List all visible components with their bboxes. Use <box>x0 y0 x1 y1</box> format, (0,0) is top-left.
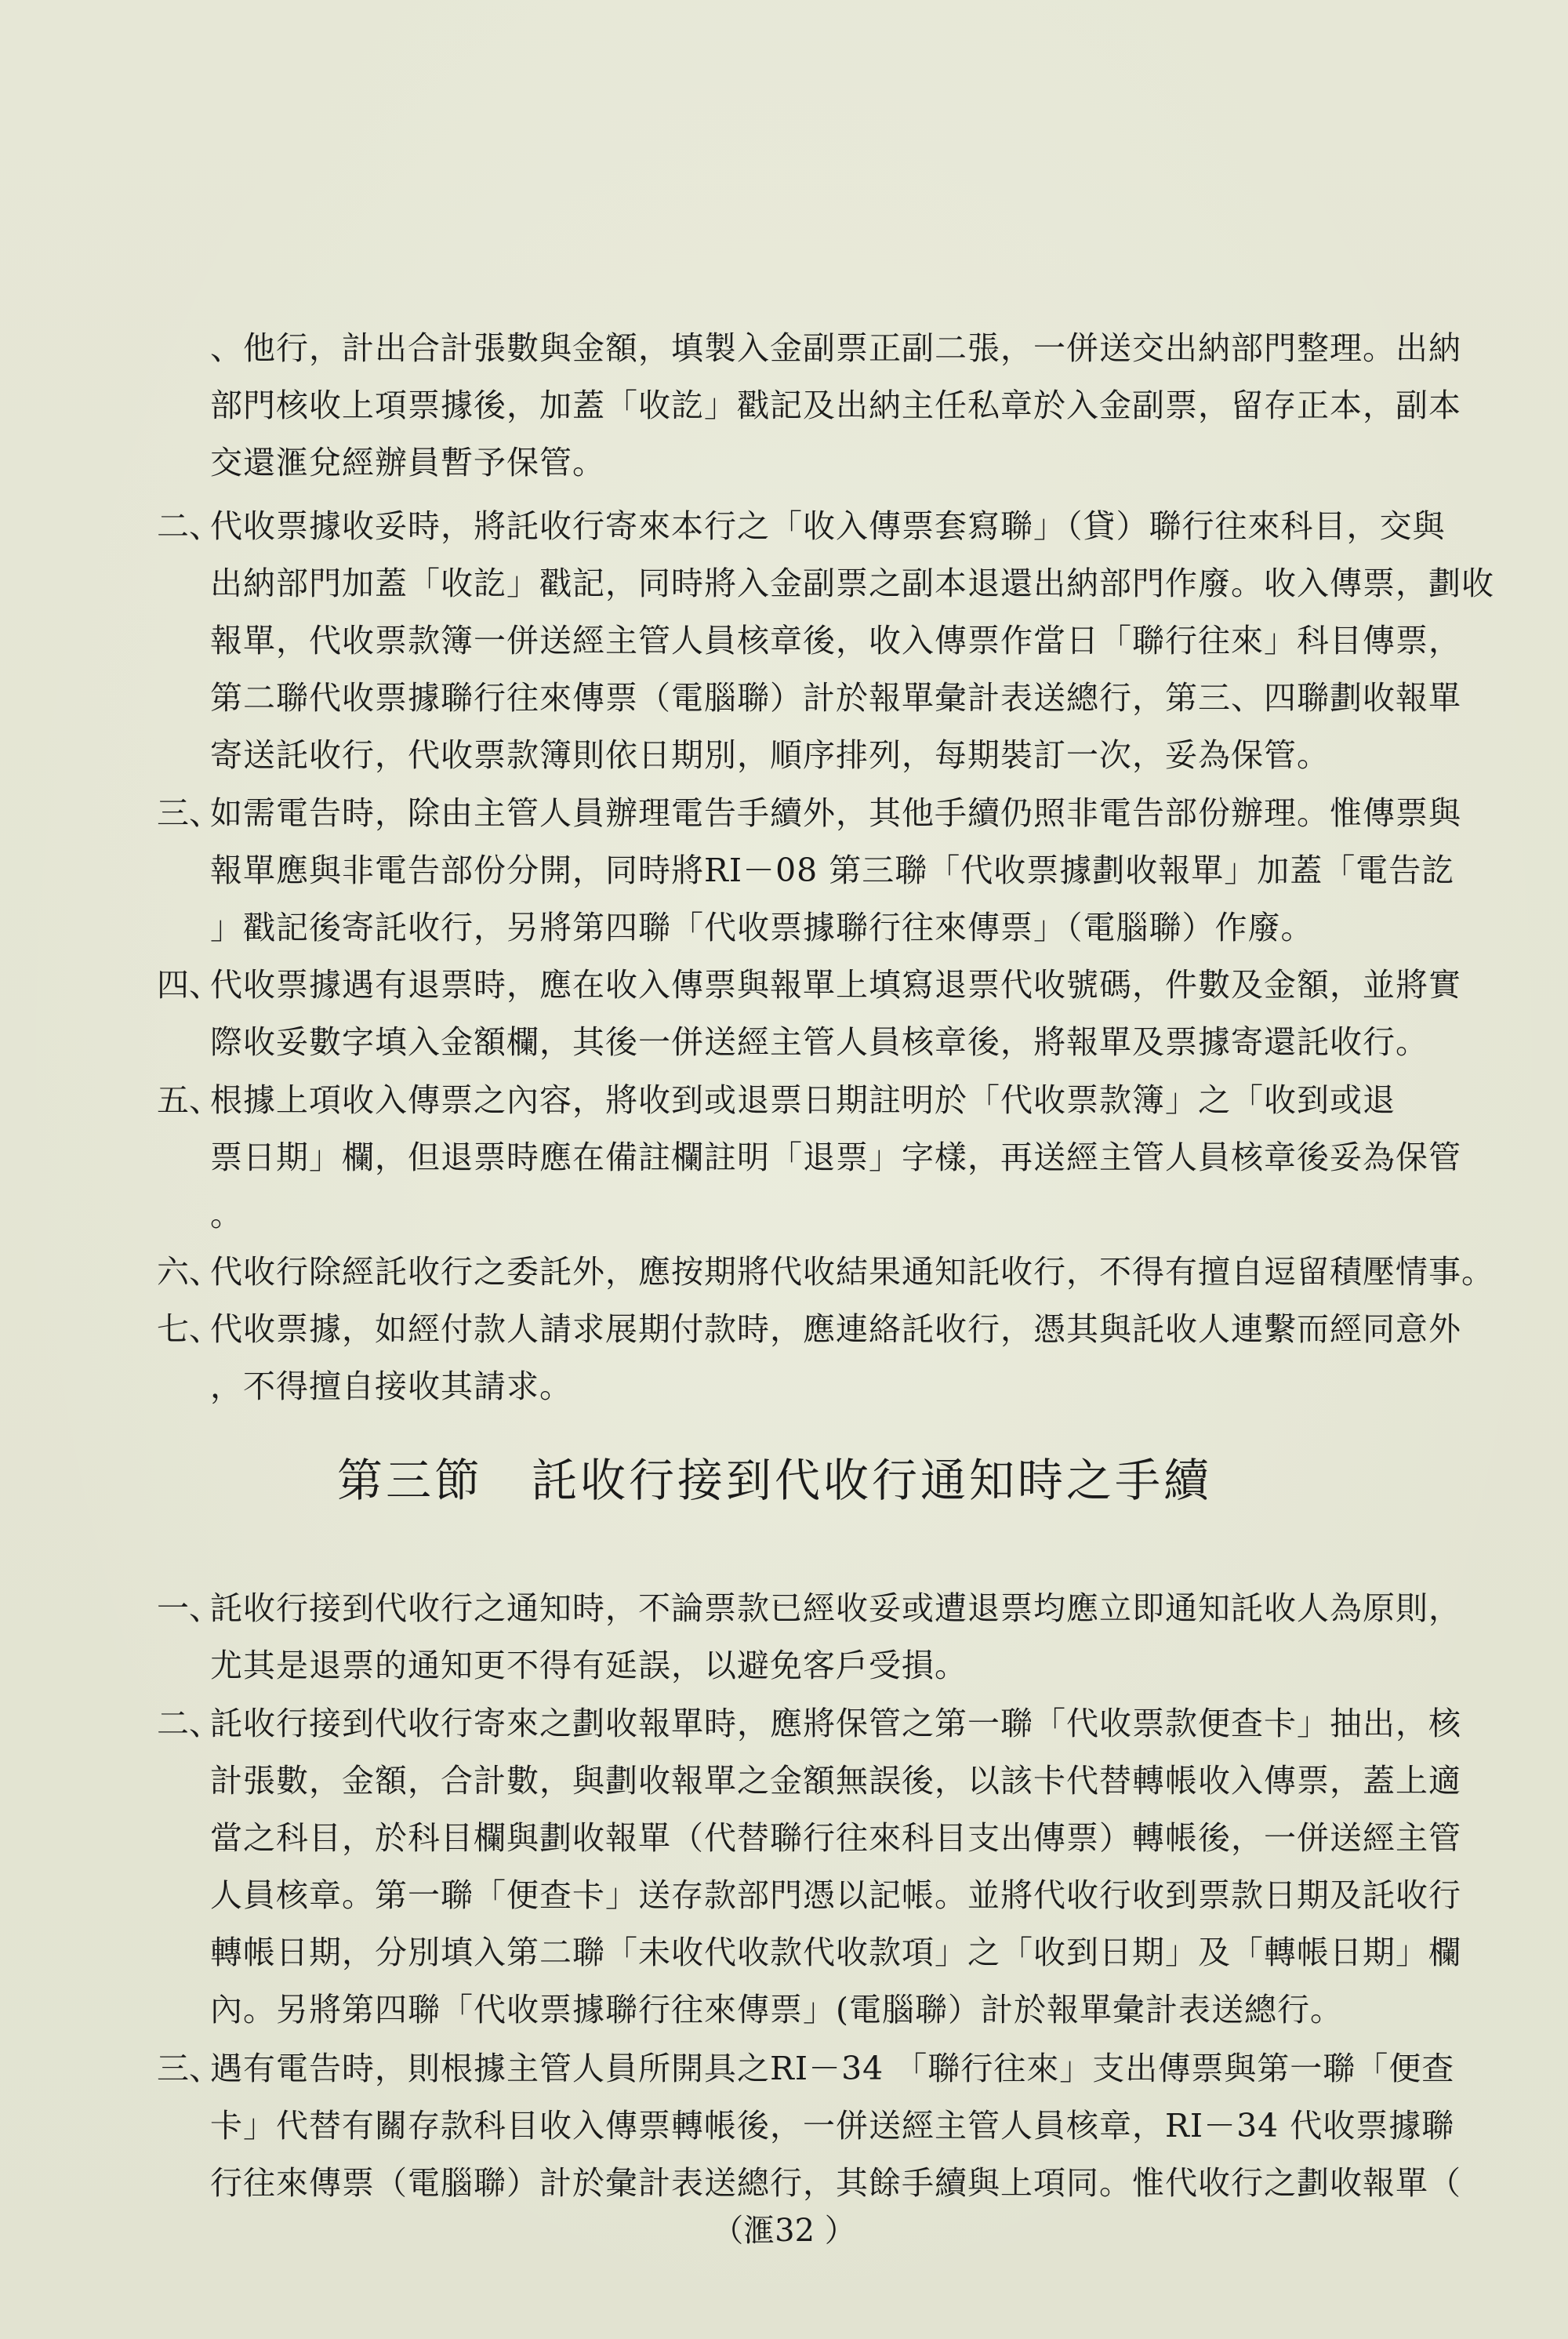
text-line: 如需電告時，除由主管人員辦理電告手續外，其他手續仍照非電告部份辦理。惟傳票與 <box>210 794 1461 832</box>
text-line: 部門核收上項票據後，加蓋「收訖」戳記及出納主任私章於入金副票，留存正本，副本 <box>210 387 1461 424</box>
text-line: 託收行接到代收行之通知時，不論票款已經收妥或遭退票均應立即通知託收人為原則， <box>210 1589 1461 1627</box>
item-number: 四、 <box>157 966 221 1004</box>
text-line: 尤其是退票的通知更不得有延誤，以避免客戶受損。 <box>210 1647 967 1684</box>
text-line: 代收票據遇有退票時，應在收入傳票與報單上填寫退票代收號碼，件數及金額，並將實 <box>210 966 1461 1004</box>
text-line: 代收行除經託收行之委託外，應按期將代收結果通知託收行，不得有擅自逗留積壓情事。 <box>210 1253 1494 1291</box>
page-number: （滙32 ） <box>712 2213 856 2249</box>
item-number: 三、 <box>157 794 221 832</box>
list-item <box>210 1695 1461 2039</box>
text-line: 代收票據，如經付款人請求展期付款時，應連絡託收行，憑其與託收人連繫而經同意外 <box>210 1310 1461 1348</box>
text-line: 報單，代收票款簿一併送經主管人員核章後，收入傳票作當日「聯行往來」科目傳票， <box>210 622 1461 659</box>
item-number: 五、 <box>157 1081 221 1119</box>
list-item <box>210 498 1494 784</box>
text-line: 轉帳日期，分別填入第二聯「未收代收款代收款項」之「收到日期」及「轉帳日期」欄 <box>210 1934 1461 1971</box>
text-line: ，不得擅自接收其請求。 <box>210 1367 572 1405</box>
list-item <box>210 785 1461 957</box>
text-line: 際收妥數字填入金額欄，其後一併送經主管人員核章後，將報單及票據寄還託收行。 <box>210 1023 1428 1061</box>
item-number: 二、 <box>157 507 221 545</box>
text-line: 」戳記後寄託收行，另將第四聯「代收票據聯行往來傳票」（電腦聯）作廢。 <box>210 909 1314 946</box>
list-item <box>210 1244 1494 1301</box>
item-number: 六、 <box>157 1253 221 1291</box>
list-item <box>210 2040 1461 2212</box>
text-line: 交還滙兌經辦員暫予保管。 <box>210 444 605 481</box>
list-item <box>210 1580 1461 1694</box>
text-line: 當之科目，於科目欄與劃收報單（代替聯行往來科目支出傳票）轉帳後，一併送經主管 <box>210 1819 1461 1857</box>
list-item <box>210 1301 1461 1415</box>
item-number: 二、 <box>157 1705 221 1742</box>
text-line: 卡」代替有關存款科目收入傳票轉帳後，一併送經主管人員核章，RI－34 代收票據聯 <box>210 2107 1455 2145</box>
list-item <box>210 957 1461 1071</box>
intro-paragraph <box>210 320 1461 492</box>
section-heading: 第三節 託收行接到代收行通知時之手續 <box>337 1454 1213 1507</box>
item-number: 一、 <box>157 1589 221 1627</box>
text-line: 遇有電告時，則根據主管人員所開具之RI－34 「聯行往來」支出傳票與第一聯「便查 <box>210 2050 1455 2087</box>
text-line: 內。另將第四聯「代收票據聯行往來傳票」(電腦聯）計於報單彙計表送總行。 <box>210 1991 1343 2028</box>
text-line: 根據上項收入傳票之內容，將收到或退票日期註明於「代收票款簿」之「收到或退 <box>210 1081 1396 1119</box>
text-line: 報單應與非電告部份分開，同時將RI－08 第三聯「代收票據劃收報單」加蓋「電告訖 <box>210 852 1455 889</box>
text-line: 人員核章。第一聯「便查卡」送存款部門憑以記帳。並將代收行收到票款日期及託收行 <box>210 1876 1461 1914</box>
list-item <box>210 1072 1461 1244</box>
text-line: 。 <box>210 1196 243 1233</box>
text-line: 託收行接到代收行寄來之劃收報單時，應將保管之第一聯「代收票款便查卡」抽出，核 <box>210 1705 1461 1742</box>
text-line: 第二聯代收票據聯行往來傳票（電腦聯）計於報單彙計表送總行，第三、四聯劃收報單 <box>210 679 1461 717</box>
text-line: 票日期」欄，但退票時應在備註欄註明「退票」字樣，再送經主管人員核章後妥為保管 <box>210 1139 1461 1176</box>
text-line: 計張數，金額，合計數，與劃收報單之金額無誤後，以該卡代替轉帳收入傳票，蓋上適 <box>210 1762 1461 1800</box>
text-line: 代收票據收妥時，將託收行寄來本行之「收入傳票套寫聯」（貸）聯行往來科目，交與 <box>210 507 1446 545</box>
item-number: 七、 <box>157 1310 221 1348</box>
text-line: 、他行，計出合計張數與金額，填製入金副票正副二張，一併送交出納部門整理。出納 <box>210 329 1461 367</box>
text-line: 寄送託收行，代收票款簿則依日期別，順序排列，每期裝訂一次，妥為保管。 <box>210 736 1330 774</box>
text-line: 出納部門加蓋「收訖」戳記，同時將入金副票之副本退還出納部門作廢。收入傳票，劃收 <box>210 565 1494 602</box>
item-number: 三、 <box>157 2050 221 2087</box>
text-line: 行往來傳票（電腦聯）計於彙計表送總行，其餘手續與上項同。惟代收行之劃收報單（ <box>210 2164 1461 2202</box>
